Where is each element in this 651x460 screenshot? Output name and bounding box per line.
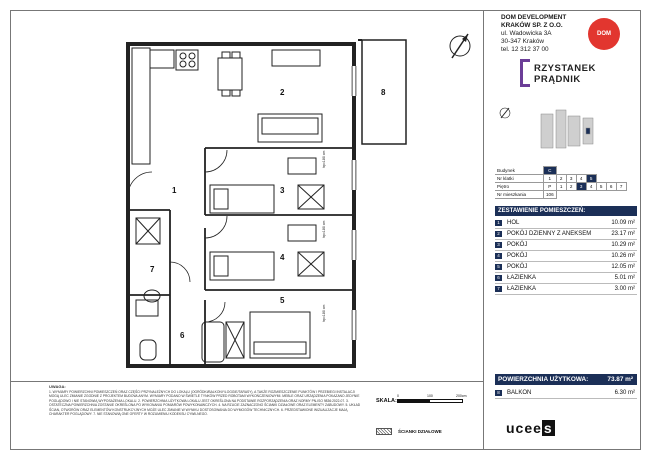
project-logo-line1: RZYSTANEK (534, 63, 596, 74)
partition-wall-legend-label: ŚCIANKI DZIAŁOWE (398, 429, 442, 434)
height-label-3: hp=180 cm (322, 304, 326, 322)
scale-bar (397, 399, 463, 403)
info-row-building: Budynek C (495, 167, 626, 175)
project-logo-line2: PRĄDNIK (534, 74, 581, 85)
info-row-staircase: Nr klatki 1 2 3 4 5 (495, 175, 626, 183)
room-row: 5 POKÓJ 12.05 m² (495, 262, 637, 273)
company-street: ul. Wadowicka 3A (501, 30, 552, 37)
compass-small-icon (500, 108, 510, 118)
plan-label-7: 7 (150, 265, 155, 274)
height-label-2: hp=180 cm (322, 220, 326, 238)
company-city: 30-347 Kraków (501, 38, 544, 45)
plan-label-5: 5 (280, 296, 285, 305)
total-area-bar (495, 374, 637, 385)
plan-label-8: 8 (381, 88, 386, 97)
plan-label-4: 4 (280, 253, 285, 262)
notes-text: 1. WYMIARY POWIERZCHNI POMIESZCZEŃ ORAZ CZĘŚCI PRZYNALEŻNYCH DO LOKALU (OGRÓDKI/BALKONY/LOGGIE/TARASY), A TAKŻE ROZMIESZCZENIE PUNKTÓW I PRZEBIEGI INSTALACJI MOGĄ ULEC ZMIANIE ZGODNIE Z PROJEKTEM BUDOWLANYM. WYMIARY PODANO W ŚWIETLE TYNKÓW PRZED ROBOTAMI WYKOŃCZENIOWYMI. MEBLE ORAZ URZĄDZENIA POKAZANO JEDYNIE POGLĄDOWO I NIE STANOWIĄ WYPOSAŻENIA LOKALU. 2. POWIERZCHNIA UŻYTKOWA LOKALU JEST OKREŚLONA NA PODSTAWIE ROZPORZĄDZENIA ORAZ NORMY PN-ISO 9836:2022-07. 3. OSTATECZNA POWIERZCHNIA ZOSTANIE OKREŚLONA PO WYKONANIU POMIARÓW POWYKONAWCZYCH. 4. NA RZUCIE ZAZNACZONO ŚCIANKI DZIAŁOWE ORAZ ELEMENTY ZABUDOWY. 5. UKŁAD ŚCIAN, OTWORÓW ORAZ ELEMENTÓW KONSTRUKCYJNYCH MOŻE ULEC ZMIANIE W WYNIKU DOSTOSOWANIA DO WYMOGÓW TECHNICZNYCH. 6. PRZEDSTAWIONE WIZUALIZACJE MAJĄ CHARAKTER POGLĄDOWY. 7. NIE STANOWIĄ ONE OFERTY W ROZUMIENIU KODEKSU CYWILNEGO. (49, 389, 361, 416)
company-phone: tel. 12 312 37 00 (501, 46, 549, 53)
notes-title: UWAGA: (49, 384, 66, 389)
scale-label: SKALA: (376, 398, 397, 404)
scale-tick: 200cm (456, 394, 467, 398)
total-area-value: 73.87 m² (607, 376, 633, 383)
total-area-label: POWIERZCHNIA UŻYTKOWA: (498, 376, 589, 383)
room-row: 2 POKÓJ DZIENNY Z ANEKSEM 23.17 m² (495, 229, 637, 240)
site-plan-thumbnail (541, 110, 593, 148)
plan-label-1: 1 (172, 186, 177, 195)
room-row: 1 HOL 10.09 m² (495, 218, 637, 229)
ucees-logo: ucee s (506, 420, 553, 436)
plan-label-6: 6 (180, 331, 185, 340)
info-row-floor: Piętro P 1 2 3 4 5 6 7 (495, 183, 626, 191)
height-label-1: hp=180 cm (322, 150, 326, 168)
balcony-row: 8 BALKON 6.30 m² (495, 388, 637, 399)
rooms-header: ZESTAWIENIE POMIESZCZEŃ: (495, 206, 637, 216)
room-row: 3 POKÓJ 10.29 m² (495, 240, 637, 251)
plan-label-2: 2 (280, 88, 285, 97)
plan-label-3: 3 (280, 186, 285, 195)
room-row: 6 ŁAZIENKA 5.01 m² (495, 273, 637, 284)
project-logo (534, 63, 596, 85)
room-row: 7 ŁAZIENKA 3.00 m² (495, 284, 637, 295)
notes-block (49, 385, 365, 417)
scale-tick: 100 (427, 394, 433, 398)
apartment-info-table (495, 166, 627, 199)
info-row-apartment-number: Nr mieszkania 106 (495, 191, 626, 199)
partition-wall-legend-swatch (376, 428, 392, 435)
compass-icon (450, 34, 470, 58)
room-row: 4 POKÓJ 10.26 m² (495, 251, 637, 262)
scale-tick: 0 (397, 394, 399, 398)
company-name: DOM DEVELOPMENT (501, 14, 567, 21)
company-info (501, 14, 566, 54)
dom-development-logo: DOM (588, 18, 620, 50)
company-branch: KRAKÓW SP. Z O.O. (501, 22, 563, 29)
